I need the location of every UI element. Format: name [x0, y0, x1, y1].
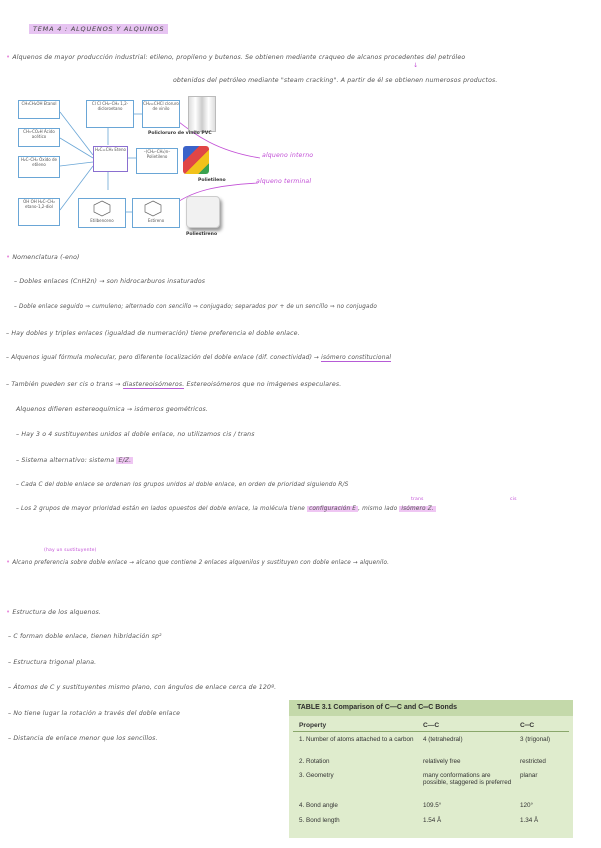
bullet-icon: •: [6, 53, 11, 61]
caption-pvc: Policloruro de vinilo PVC: [148, 131, 212, 136]
table-title: TABLE 3.1 Comparison of C—C and C═C Bonds: [297, 704, 458, 711]
table-cell: 1.34 Å: [520, 817, 539, 824]
intro-text-1: Alquenos de mayor producción industrial: etileno, propileno y butenos. Se obtienen mediante craqueo de alcanos procedentes del petróleo: [12, 54, 466, 61]
note-text: Estructura trigonal plana.: [13, 659, 97, 666]
table-col-ccdouble: C═C: [520, 722, 535, 729]
bullet-icon: •: [6, 558, 11, 566]
note-text: Hay dobles y triples enlaces (igualdad de numeración) tiene preferencia el doble enlace.: [11, 330, 300, 337]
caption-poliestireno: Poliestireno: [186, 232, 218, 237]
box-polietileno: –(CH₂–CH₂)n– Polietileno: [136, 148, 178, 174]
note-trigonal: – Estructura trigonal plana.: [8, 659, 97, 666]
note-text: Nomenclatura (-eno): [12, 254, 80, 261]
bullet-icon: •: [6, 608, 11, 616]
note-text: Átomos de C y sustituyentes mismo plano, con ángulos de enlace cerca de 120º.: [13, 684, 277, 691]
table-divider: [293, 731, 569, 732]
table-col-property: Property: [299, 722, 327, 729]
table-cell: 109.5°: [423, 802, 442, 809]
label-cis: cis: [510, 497, 517, 502]
table-cell: 5. Bond length: [299, 817, 340, 824]
benzene-ring-icon-2: [133, 199, 179, 217]
poliestireno-image: [186, 196, 220, 228]
page-title: TEMA 4 : ALQUENOS Y ALQUINOS: [29, 24, 168, 34]
benzene-ring-icon: [79, 199, 125, 217]
table-cell: 4. Bond angle: [299, 802, 338, 809]
note-text: Distancia de enlace menor que los sencillos.: [13, 735, 158, 742]
box-etilbenceno: [78, 198, 126, 228]
table-cell: 2. Rotation: [299, 758, 330, 765]
estireno-label: Estireno: [147, 218, 165, 223]
box-oxido-etileno: H₂C–CH₂ Óxido de etileno: [18, 156, 60, 178]
box-cloruro-vinilo: CH₂=CHCl cloruro de vinilo: [142, 100, 180, 128]
note-sistema-ez: – Sistema alternativo: sistema E/Z.: [16, 457, 132, 464]
table-col-cc: C—C: [423, 722, 440, 729]
note-distancia: – Distancia de enlace menor que los sencillos.: [8, 735, 158, 742]
box-etanodiol: OH OH H₂C–CH₂ etano-1,2-diol: [18, 198, 60, 226]
note-text: Estructura de los alquenos.: [12, 609, 101, 616]
caption-polietileno: Polietileno: [198, 178, 226, 183]
table-cell: 3. Geometry: [299, 772, 334, 779]
bullet-icon: •: [6, 253, 11, 261]
note-small-annotation: (hay un sustituyente): [44, 548, 97, 553]
note-text: Cada C del doble enlace se ordenan los grupos unidos al doble enlace, en orden de prioridad siguiendo R/S: [21, 482, 349, 488]
note-text: Sistema alternativo: sistema: [21, 457, 115, 464]
box-etanol: CH₃CH₂OH Etanol: [18, 100, 60, 119]
note-sp2: – C forman doble enlace, tienen hibridación sp²: [8, 633, 162, 640]
table-cell: 1.54 Å: [423, 817, 442, 824]
table-cell: many conformations are possible, staggered is preferred: [423, 772, 512, 787]
label-trans: trans: [411, 497, 424, 502]
table-cell: planar: [520, 772, 538, 779]
table-cell: 1. Number of atoms attached to a carbon: [299, 736, 414, 743]
ez-term: E/Z.: [118, 457, 132, 464]
isomero-z-term: isómero Z.: [401, 506, 434, 512]
note-nomenclatura: [6, 253, 80, 261]
note-cumuleno: – Doble enlace seguido ⇒ cumuleno; alternado con sencillo ⇒ conjugado; separados por + de un sencillo ⇒ no conjugado: [14, 304, 378, 310]
polietileno-image: [183, 146, 209, 174]
note-text: Alcano preferencia sobre doble enlace → alcano que contiene 2 enlaces alquenilos y sustituyen con doble enlace → alquenilo.: [12, 560, 390, 566]
note-text: Doble enlace seguido ⇒ cumuleno; alternado con sencillo ⇒ conjugado; separados por + de un sencillo ⇒ no conjugado: [18, 304, 378, 310]
box-acido-acetico: CH₃-CO₂H Ácido acético: [18, 128, 60, 147]
intro-line-2: obtenidos del petróleo mediante "steam cracking". A partir de él se obtienen numerosos productos.: [173, 77, 498, 84]
industrial-diagram: [0, 90, 600, 250]
box-dicloroetano: Cl Cl CH₂–CH₂ 1,2-dicloroetano: [86, 100, 134, 128]
note-isomero-constitucional: – Alquenos igual fórmula molecular, pero diferente localización del doble enlace (dif. conectividad) → isómero constitucional: [6, 355, 392, 361]
pvc-pipes-image: [188, 96, 216, 132]
note-text: No tiene lugar la rotación a través del doble enlace: [13, 710, 181, 717]
note-text: Estereoisómeros que no imágenes especulares.: [186, 381, 342, 388]
note-dobles-enlaces: – Dobles enlaces (CnH2n) → son hidrocarburos insaturados: [14, 278, 206, 285]
note-text: , mismo lado: [358, 506, 398, 512]
configuracion-e-term: configuración E: [309, 506, 357, 512]
table-cell: relatively free: [423, 758, 461, 765]
note-cis-trans: – También pueden ser cis o trans → diastereoisómeros. Estereoisómeros que no imágenes especulares.: [6, 381, 342, 388]
table-cell: restricted: [520, 758, 546, 765]
comparison-table: [289, 700, 573, 838]
note-alquenilo: [6, 558, 389, 566]
note-preferencia: – Hay dobles y triples enlaces (igualdad de numeración) tiene preferencia el doble enlace.: [6, 330, 300, 337]
note-text: Hay 3 o 4 sustituyentes unidos al doble enlace, no utilizamos cis / trans: [21, 431, 255, 438]
note-text: Los 2 grupos de mayor prioridad están en lados opuestos del doble enlace, la molécula tiene: [21, 506, 305, 512]
annotation-terminal: alqueno terminal: [256, 178, 312, 185]
box-eteno: H₂C=CH₂ Eteno: [93, 146, 128, 172]
annotation-interno: alqueno interno: [262, 152, 314, 159]
intro-line-1: [6, 53, 465, 61]
isomero-constitucional-term: isómero constitucional: [321, 355, 392, 361]
diastereoisomeros-term: diastereoisómeros.: [122, 381, 185, 388]
note-text: Dobles enlaces (CnH2n) → son hidrocarburos insaturados: [19, 278, 206, 285]
note-rotacion: – No tiene lugar la rotación a través del doble enlace: [8, 710, 181, 717]
table-cell: 4 (tetrahedral): [423, 736, 463, 743]
note-estructura-title: [6, 608, 101, 616]
etilbenceno-label: Etilbenceno: [90, 218, 114, 223]
note-text: Alquenos igual fórmula molecular, pero diferente localización del doble enlace (dif. conectividad) →: [11, 355, 320, 361]
note-text: También pueden ser cis o trans →: [11, 381, 121, 388]
note-sustituyentes: – Hay 3 o 4 sustituyentes unidos al doble enlace, no utilizamos cis / trans: [16, 431, 255, 438]
table-cell: 120°: [520, 802, 534, 809]
note-prioridad: – Cada C del doble enlace se ordenan los grupos unidos al doble enlace, en orden de prioridad siguiendo R/S: [16, 482, 349, 488]
down-arrow-icon: ↓: [413, 62, 419, 69]
note-configuracion: – Los 2 grupos de mayor prioridad están en lados opuestos del doble enlace, la molécula tiene configuración E , mismo lado isómero Z.: [16, 506, 434, 512]
table-cell: 3 (trigonal): [520, 736, 551, 743]
box-estireno: [132, 198, 180, 228]
note-angulos: – Átomos de C y sustituyentes mismo plano, con ángulos de enlace cerca de 120º.: [8, 684, 277, 691]
note-geometricos: Alquenos difieren estereoquímica → isómeros geométricos.: [16, 406, 209, 413]
note-text: C forman doble enlace, tienen hibridación sp²: [13, 633, 162, 640]
